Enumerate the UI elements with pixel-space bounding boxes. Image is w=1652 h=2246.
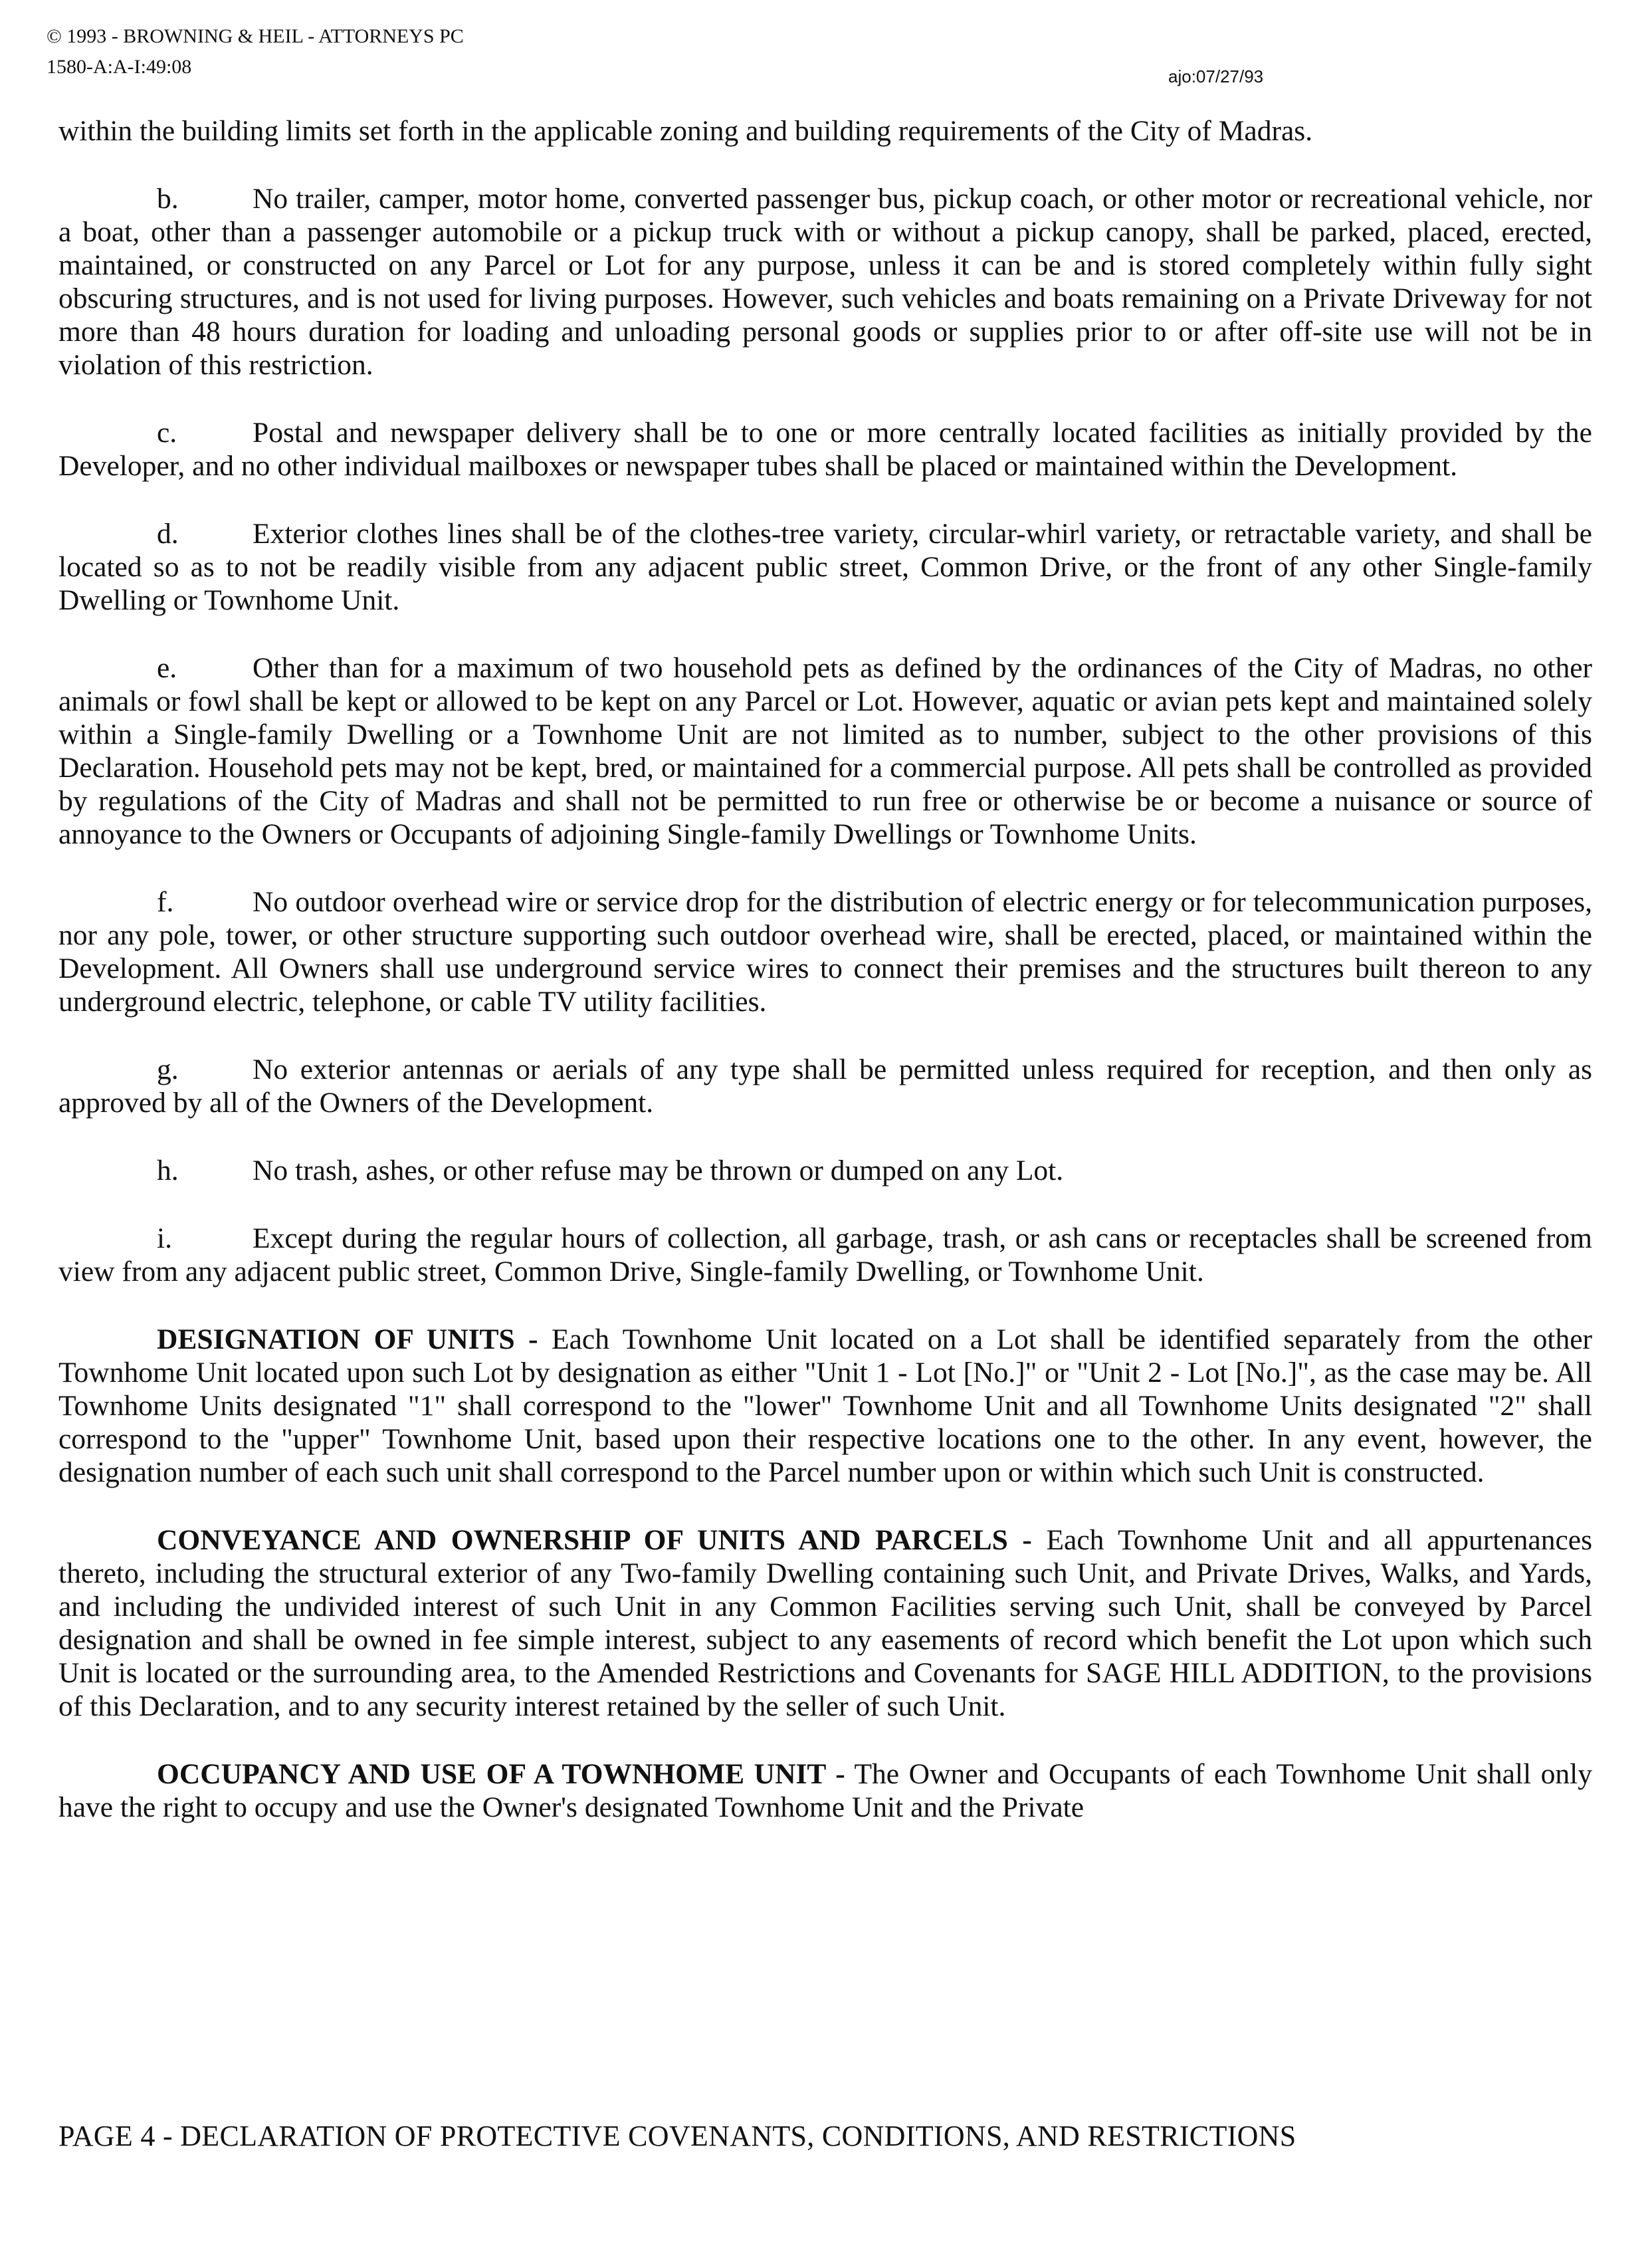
item-label: e.: [157, 652, 177, 684]
section-conveyance-ownership: [58, 1523, 1592, 1723]
item-text: No outdoor overhead wire or service drop for the distribution of electric energy or for telecommunication purposes, nor any pole, tower, or other structure supporting such outdoor overhead wire, shall be erected, placed, or maintained within the Development. All Owners shall use underground service wires to connect their premises and the structures built thereon to any underground electric, telephone, or cable TV utility facilities.: [58, 886, 1592, 1018]
restriction-b: [58, 182, 1592, 382]
section-heading: OCCUPANCY AND USE OF A TOWNHOME UNIT -: [157, 1758, 845, 1790]
section-text: The Owner and Occupants of each Townhome Unit shall only have the right to occupy and use the Owner's designated Townhome Unit and the Private: [58, 1758, 1592, 1823]
item-label: g.: [157, 1054, 179, 1085]
item-label: i.: [157, 1222, 172, 1254]
section-designation-of-units: [58, 1323, 1592, 1489]
item-label: b.: [157, 183, 179, 215]
restriction-c: [58, 416, 1592, 483]
section-heading: CONVEYANCE AND OWNERSHIP OF UNITS AND PARCELS -: [157, 1524, 1032, 1556]
section-text: Each Townhome Unit located on a Lot shall be identified separately from the other Townhome Unit located upon such Lot by designation as either "Unit 1 - Lot [No.]" or "Unit 2 - Lot [No.]", as the case may be. All Townhome Units designated "1" shall correspond to the "lower" Townhome Unit and all Townhome Units designated "2" shall correspond to the "upper" Townhome Unit, based upon their respective locations one to the other. In any event, however, the designation number of each such unit shall correspond to the Parcel number upon or within which such Unit is constructed.: [58, 1323, 1592, 1488]
item-label: c.: [157, 417, 177, 449]
restriction-e: [58, 651, 1592, 851]
item-label: f.: [157, 886, 174, 918]
section-occupancy-use: [58, 1757, 1592, 1824]
page-footer: PAGE 4 - DECLARATION OF PROTECTIVE COVENANTS, CONDITIONS, AND RESTRICTIONS: [58, 2120, 1296, 2152]
item-text: Other than for a maximum of two household pets as defined by the ordinances of the City of Madras, no other animals or fowl shall be kept or allowed to be kept on any Parcel or Lot. However, aquatic or avian pets kept and maintained solely within a Single-family Dwelling or a Townhome Unit are not limited as to number, subject to the other provisions of this Declaration. Household pets may not be kept, bred, or maintained for a commercial purpose. All pets shall be controlled as provided by regulations of the City of Madras and shall not be permitted to run free or otherwise be or become a nuisance or source of annoyance to the Owners or Occupants of adjoining Single-family Dwellings or Townhome Units.: [58, 652, 1592, 850]
item-text: No trailer, camper, motor home, converted passenger bus, pickup coach, or other motor or recreational vehicle, nor a boat, other than a passenger automobile or a pickup truck with or without a pickup canopy, shall be parked, placed, erected, maintained, or constructed on any Parcel or Lot for any purpose, unless it can be and is stored completely within fully sight obscuring structures, and is not used for living purposes. However, such vehicles and boats remaining on a Private Driveway for not more than 48 hours duration for loading and unloading personal goods or supplies prior to or after off-site use will not be in violation of this restriction.: [58, 183, 1592, 381]
item-text: Exterior clothes lines shall be of the clothes-tree variety, circular-whirl variety, or retractable variety, and shall be located so as to not be readily visible from any adjacent public street, Common Drive, or the front of any other Single-family Dwelling or Townhome Unit.: [58, 518, 1592, 616]
section-text: Each Townhome Unit and all appurtenances thereto, including the structural exterior of any Two-family Dwelling containing such Unit, and Private Drives, Walks, and Yards, and including the undivided interest of such Unit in any Common Facilities serving such Unit, shall be conveyed by Parcel designation and shall be owned in fee simple interest, subject to any easements of record which benefit the Lot upon which such Unit is located or the surrounding area, to the Amended Restrictions and Covenants for SAGE HILL ADDITION, to the provisions of this Declaration, and to any security interest retained by the seller of such Unit.: [58, 1524, 1592, 1722]
section-heading: DESIGNATION OF UNITS -: [157, 1323, 538, 1355]
restriction-f: [58, 885, 1592, 1018]
restriction-g: [58, 1053, 1592, 1119]
intro-paragraph: within the building limits set forth in the applicable zoning and building requirements of the City of Madras.: [58, 115, 1313, 147]
header-doc-code: 1580-A:A-I:49:08: [47, 56, 192, 78]
item-text: Except during the regular hours of collection, all garbage, trash, or ash cans or receptacles shall be screened from view from any adjacent public street, Common Drive, Single-family Dwelling, or Townhome Unit.: [58, 1222, 1592, 1288]
restriction-d: [58, 517, 1592, 617]
document-body: [58, 114, 1592, 1858]
item-label: d.: [157, 518, 179, 550]
item-text: Postal and newspaper delivery shall be to one or more centrally located facilities as initially provided by the Developer, and no other individual mailboxes or newspaper tubes shall be placed or maintained within the Development.: [58, 417, 1592, 482]
item-text: No exterior antennas or aerials of any type shall be permitted unless required for reception, and then only as approved by all of the Owners of the Development.: [58, 1054, 1592, 1119]
item-text: No trash, ashes, or other refuse may be thrown or dumped on any Lot.: [253, 1155, 1064, 1186]
header-ref: ajo:07/27/93: [1168, 66, 1264, 86]
restriction-i: [58, 1222, 1592, 1288]
header-copyright: © 1993 - BROWNING & HEIL - ATTORNEYS PC: [47, 25, 464, 47]
item-label: h.: [157, 1155, 179, 1186]
restriction-h: [58, 1154, 1592, 1187]
